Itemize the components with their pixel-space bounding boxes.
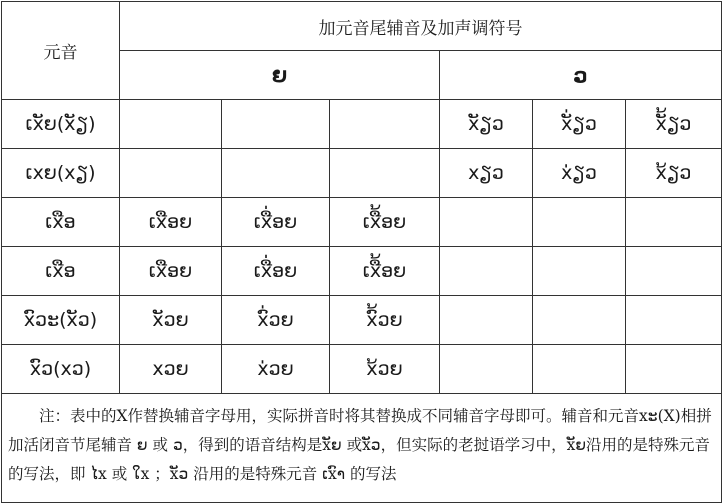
y-cell xyxy=(222,100,330,149)
o-cell: xັຽວ xyxy=(440,100,533,149)
o-cell: xັ່ຽວ xyxy=(533,100,626,149)
y-cell xyxy=(330,149,440,198)
o-cell xyxy=(440,345,533,394)
o-cell xyxy=(533,198,626,247)
y-cell: xວຍ xyxy=(120,345,222,394)
y-cell xyxy=(120,100,222,149)
y-cell: xົ້ວຍ xyxy=(330,296,440,345)
o-cell xyxy=(440,296,533,345)
group-header-y: ຍ xyxy=(120,51,440,100)
table-row xyxy=(2,100,722,149)
o-cell xyxy=(440,247,533,296)
y-cell: ເxື້ອຍ xyxy=(330,247,440,296)
o-cell: x້ຽວ xyxy=(626,149,722,198)
o-cell: xັ້ຽວ xyxy=(626,100,722,149)
o-cell xyxy=(533,296,626,345)
table-row xyxy=(2,296,722,345)
y-cell: ເxືອຍ xyxy=(120,247,222,296)
o-cell: x່ຽວ xyxy=(533,149,626,198)
y-cell: ເxືອຍ xyxy=(120,198,222,247)
note-cell xyxy=(2,394,722,503)
table-title: 加元音尾辅音及加声调符号 xyxy=(120,2,722,51)
vowel-cell: ເxືອ xyxy=(2,247,120,296)
o-cell xyxy=(626,247,722,296)
vowel-cell: ເxືອ xyxy=(2,198,120,247)
vowel-cell: xົວ(xວ) xyxy=(2,345,120,394)
y-cell: x້ວຍ xyxy=(330,345,440,394)
y-cell: x່ວຍ xyxy=(222,345,330,394)
o-cell xyxy=(533,345,626,394)
y-cell xyxy=(222,149,330,198)
table-row xyxy=(2,149,722,198)
o-cell xyxy=(533,247,626,296)
y-cell xyxy=(330,100,440,149)
y-cell xyxy=(120,149,222,198)
table-row xyxy=(2,247,722,296)
o-cell xyxy=(440,198,533,247)
vowel-header: 元音 xyxy=(2,2,120,100)
y-cell: ເxື່ອຍ xyxy=(222,198,330,247)
table-row xyxy=(2,198,722,247)
vowel-cell: ເxັຍ(xັຽ) xyxy=(2,100,120,149)
vowel-cell: ເxຍ(xຽ) xyxy=(2,149,120,198)
note-text: 注：表中的X作替换辅音字母用，实际拼音时将其替换成不同辅音字母即可。辅音和元音xະ(X)相拼加活闭音节尾辅音 ຍ 或 ວ，得到的语音结构是xັຍ 或xັວ，但实际的老挝语学习中，xັຍ沿用的是特殊元音的写法，即 ໄx 或 ໃx ；xັວ 沿用的是特殊元音 ເxົາ 的写法 xyxy=(8,407,712,483)
vowel-cell: xົວະ(xັວ) xyxy=(2,296,120,345)
o-cell xyxy=(626,296,722,345)
o-cell: xຽວ xyxy=(440,149,533,198)
o-cell xyxy=(626,345,722,394)
group-header-o: ວ xyxy=(440,51,722,100)
y-cell: xົ່ວຍ xyxy=(222,296,330,345)
table-row xyxy=(2,345,722,394)
y-cell: ເxື່ອຍ xyxy=(222,247,330,296)
y-cell: xັວຍ xyxy=(120,296,222,345)
o-cell xyxy=(626,198,722,247)
vowel-table xyxy=(1,1,722,503)
y-cell: ເxື້ອຍ xyxy=(330,198,440,247)
